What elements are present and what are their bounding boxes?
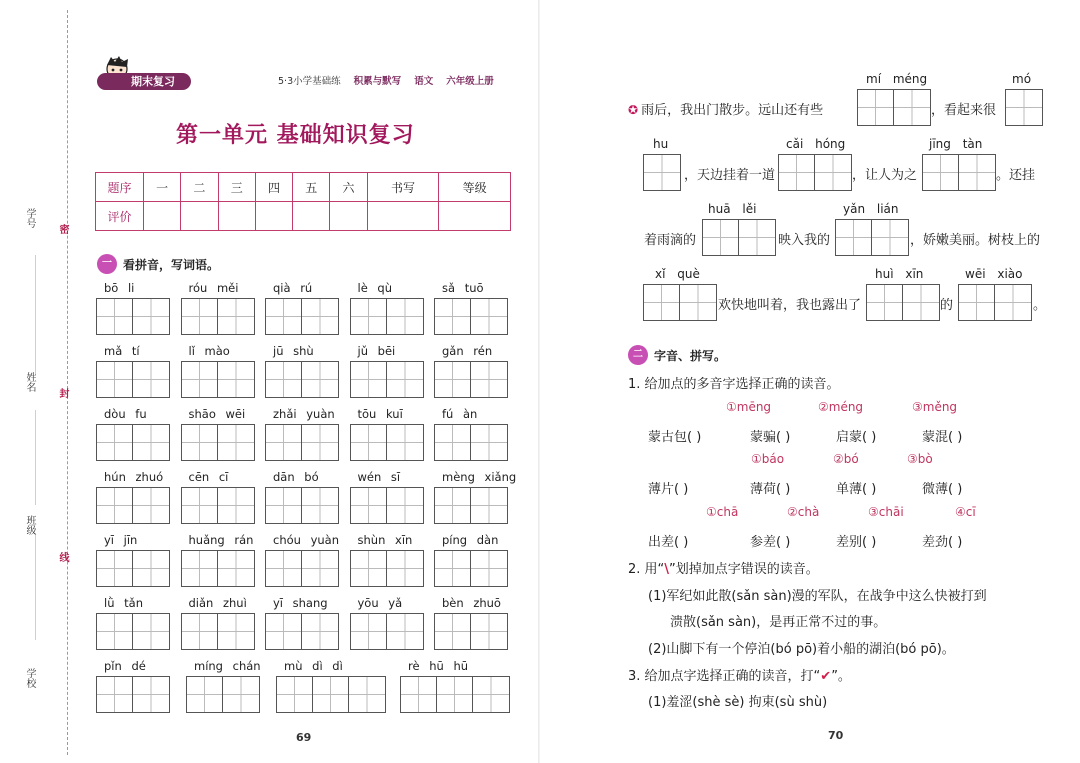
eval-cell[interactable] [144, 202, 181, 231]
pinyin-label: chóu yuàn [273, 533, 340, 547]
answer-boxes[interactable] [922, 154, 996, 191]
answer-boxes[interactable] [265, 424, 339, 461]
pinyin-word [96, 656, 168, 719]
passage-fragment: ，娇嫩美丽。树枝上的 [910, 233, 1041, 248]
writing-box[interactable] [218, 362, 254, 397]
writing-box[interactable] [302, 425, 338, 460]
pinyin-word [181, 467, 253, 530]
writing-box[interactable] [218, 614, 254, 649]
pinyin-label: dān bó [273, 470, 319, 484]
pinyin-label: sǎ tuō [442, 281, 484, 295]
q3-text: 3. 给加点字选择正确的读音，打“ [628, 669, 821, 684]
answer-boxes[interactable] [857, 89, 931, 126]
pinyin-label: yǎn lián [843, 202, 899, 216]
pinyin-label: jǔ bēi [357, 344, 396, 358]
pinyin-label: shāo wēi [188, 407, 246, 421]
binding-rule [35, 535, 36, 640]
eval-cell[interactable] [293, 202, 330, 231]
writing-box[interactable] [473, 677, 509, 712]
answer-boxes[interactable] [958, 284, 1032, 321]
writing-box[interactable] [387, 614, 423, 649]
pinyin-label: huǎng rán [188, 533, 254, 547]
pinyin-label: lǐ mào [188, 344, 230, 358]
writing-box[interactable] [471, 488, 507, 523]
answer-boxes[interactable] [181, 613, 255, 650]
page-number-left: 69 [296, 731, 312, 744]
pinyin-word [434, 404, 506, 467]
pinyin-label: bèn zhuō [442, 596, 501, 610]
writing-box[interactable] [97, 677, 133, 712]
blank-item[interactable]: 薄荷( ) [750, 482, 791, 497]
writing-box[interactable] [387, 488, 423, 523]
eval-cell[interactable] [255, 202, 292, 231]
star-icon: ✪ [628, 103, 639, 117]
writing-box[interactable] [218, 425, 254, 460]
pinyin-label: lǜ tǎn [104, 596, 143, 610]
answer-boxes[interactable] [181, 487, 255, 524]
writing-box[interactable] [435, 362, 471, 397]
answer-boxes[interactable] [265, 298, 339, 335]
option: ②méng [818, 400, 864, 414]
passage-fragment: ，让人为之 [852, 168, 918, 183]
writing-box[interactable] [387, 362, 423, 397]
pinyin-label: gǎn rén [442, 344, 493, 358]
grade-name: 六年级上册 [446, 76, 494, 87]
writing-box[interactable] [182, 551, 218, 586]
writing-box[interactable] [302, 551, 338, 586]
pinyin-row [96, 656, 506, 719]
writing-box[interactable] [218, 551, 254, 586]
pinyin-row [96, 341, 506, 404]
pinyin-grid [96, 278, 517, 719]
pinyin-label: pǐn dé [104, 659, 146, 673]
pinyin-word [181, 404, 253, 467]
answer-boxes[interactable] [702, 219, 776, 256]
score-eval-row [96, 202, 511, 231]
section-1-heading [97, 254, 219, 274]
header-info [278, 73, 494, 87]
score-row-label: 题序 [96, 173, 144, 202]
writing-box[interactable] [351, 614, 387, 649]
blank-item[interactable]: 薄片( ) [648, 482, 689, 497]
answer-boxes[interactable] [350, 298, 424, 335]
section-2-heading [628, 345, 726, 365]
writing-box[interactable] [187, 677, 223, 712]
pinyin-row [96, 404, 506, 467]
pinyin-label: hún zhuó [104, 470, 164, 484]
score-col: 等级 [439, 173, 511, 202]
writing-box[interactable] [97, 362, 133, 397]
blank-item[interactable]: 单薄( ) [836, 482, 877, 497]
writing-box[interactable] [349, 677, 385, 712]
eval-cell[interactable] [367, 202, 439, 231]
writing-box[interactable] [302, 299, 338, 334]
pinyin-label: tōu kuī [357, 407, 403, 421]
pinyin-label: shùn xīn [357, 533, 413, 547]
option: ①báo [751, 452, 785, 466]
blank-item[interactable]: 出差( ) [648, 535, 689, 550]
pinyin-word [181, 593, 253, 656]
pinyin-label: huì xīn [875, 267, 924, 281]
score-col: 三 [218, 173, 255, 202]
blank-item[interactable]: 蒙混( ) [922, 430, 963, 445]
writing-box[interactable] [133, 488, 169, 523]
writing-box[interactable] [97, 425, 133, 460]
option: ③bò [907, 452, 933, 466]
score-col: 五 [293, 173, 330, 202]
option: ③měng [912, 400, 958, 414]
answer-boxes[interactable] [96, 487, 170, 524]
section-number-icon: 一 [97, 254, 117, 274]
passage-fragment: 欢快地叫着，我也露出了 [718, 298, 862, 313]
answer-boxes[interactable] [96, 613, 170, 650]
answer-boxes[interactable] [265, 487, 339, 524]
writing-box[interactable] [471, 362, 507, 397]
score-col: 一 [144, 173, 181, 202]
page-title: 第一单元 基础知识复习 [176, 123, 415, 148]
writing-box[interactable] [277, 677, 313, 712]
answer-boxes[interactable] [434, 424, 508, 461]
writing-box[interactable] [351, 488, 387, 523]
answer-boxes[interactable] [265, 613, 339, 650]
section-2-title: 字音、拼写。 [654, 348, 727, 363]
answer-boxes[interactable] [181, 361, 255, 398]
pinyin-word [350, 341, 422, 404]
pinyin-label: jū shù [273, 344, 314, 358]
q3-text: ”。 [831, 669, 851, 684]
pinyin-word [350, 404, 422, 467]
passage-fragment: ，看起来很 [931, 103, 997, 118]
passage-fragment: 。 [1033, 298, 1047, 313]
pinyin-label: cǎi hóng [786, 137, 846, 151]
answer-boxes[interactable] [643, 284, 717, 321]
pinyin-word [276, 656, 382, 719]
pinyin-label: qià rú [273, 281, 313, 295]
writing-box[interactable] [97, 299, 133, 334]
pinyin-label: xǐ què [655, 267, 700, 281]
pinyin-label: bō li [104, 281, 135, 295]
answer-boxes[interactable] [96, 361, 170, 398]
pinyin-label: yī jīn [104, 533, 138, 547]
name-label: 姓名 [24, 372, 35, 392]
answer-boxes[interactable] [265, 361, 339, 398]
answer-boxes[interactable] [350, 424, 424, 461]
answer-boxes[interactable] [265, 550, 339, 587]
writing-box[interactable] [266, 614, 302, 649]
book-name: 积累与默写 [353, 76, 402, 87]
pinyin-label: mèng xiǎng [442, 470, 517, 484]
pinyin-word [181, 278, 253, 341]
score-col: 四 [255, 173, 292, 202]
pinyin-label: zhǎi yuàn [273, 407, 335, 421]
pinyin-label: diǎn zhuì [188, 596, 247, 610]
pinyin-label: píng dàn [442, 533, 499, 547]
answer-boxes[interactable] [350, 613, 424, 650]
passage-fragment: 映入我的 [778, 233, 831, 248]
pinyin-label: yī shang [273, 596, 328, 610]
binding-dashed-line [67, 10, 68, 755]
q2-text: ”划掉加点字错误的读音。 [669, 562, 819, 577]
writing-box[interactable] [471, 614, 507, 649]
writing-box[interactable] [133, 614, 169, 649]
score-col: 书写 [367, 173, 439, 202]
question-1: 1. 给加点的多音字选择正确的读音。 [628, 377, 840, 392]
writing-box[interactable] [182, 425, 218, 460]
writing-box[interactable] [182, 614, 218, 649]
subject-name: 语文 [414, 76, 434, 87]
pinyin-word [400, 656, 506, 719]
answer-boxes[interactable] [186, 676, 260, 713]
answer-boxes[interactable] [350, 550, 424, 587]
pinyin-word [96, 467, 168, 530]
answer-boxes[interactable] [96, 424, 170, 461]
pinyin-label: mù dì dì [284, 659, 343, 673]
pinyin-word [350, 593, 422, 656]
pinyin-row [96, 593, 506, 656]
writing-box[interactable] [351, 551, 387, 586]
pinyin-label: wēi xiào [965, 267, 1023, 281]
eval-row-label: 评价 [96, 202, 144, 231]
writing-box[interactable] [435, 425, 471, 460]
score-col: 二 [181, 173, 218, 202]
writing-box[interactable] [97, 614, 133, 649]
writing-box[interactable] [266, 425, 302, 460]
score-col: 六 [330, 173, 367, 202]
answer-boxes[interactable] [434, 298, 508, 335]
answer-boxes[interactable] [835, 219, 909, 256]
pinyin-label: fú àn [442, 407, 478, 421]
option: ②bó [833, 452, 859, 466]
writing-box[interactable] [302, 488, 338, 523]
writing-box[interactable] [266, 551, 302, 586]
writing-box[interactable] [133, 677, 169, 712]
pinyin-word [96, 593, 168, 656]
cut-mark-seal: 密 [57, 224, 68, 234]
writing-box[interactable] [435, 488, 471, 523]
pinyin-word [186, 656, 261, 719]
blank-item[interactable]: 蒙骗( ) [750, 430, 791, 445]
blank-item[interactable]: 启蒙( ) [836, 430, 877, 445]
pinyin-word [96, 404, 168, 467]
option: ④cī [955, 505, 976, 519]
writing-box[interactable] [471, 551, 507, 586]
answer-boxes[interactable] [400, 676, 510, 713]
passage-fragment: 的 [940, 298, 954, 313]
writing-box[interactable] [182, 488, 218, 523]
answer-boxes[interactable] [96, 676, 170, 713]
pinyin-word [350, 530, 422, 593]
writing-box[interactable] [351, 299, 387, 334]
pinyin-word [434, 341, 506, 404]
q2-item-2: (2)山脚下有一个停泊(bó pō)着小船的湖泊(bó pō)。 [648, 642, 955, 657]
pinyin-label: rè hū hū [408, 659, 469, 673]
score-table [95, 172, 511, 231]
passage-fragment: 。还挂 [996, 168, 1036, 183]
pinyin-row [96, 467, 517, 530]
blank-item[interactable]: 差别( ) [836, 535, 877, 550]
section-1-title: 看拼音，写词语。 [123, 257, 220, 272]
writing-box[interactable] [313, 677, 349, 712]
answer-boxes[interactable] [866, 284, 940, 321]
writing-box[interactable] [133, 425, 169, 460]
pinyin-word [265, 341, 337, 404]
writing-box[interactable] [133, 299, 169, 334]
pinyin-label: huā lěi [708, 202, 757, 216]
eval-cell[interactable] [439, 202, 511, 231]
option: ①chā [706, 505, 739, 519]
pinyin-label: hu [653, 137, 669, 151]
review-badge: 期末复习 [97, 73, 191, 90]
writing-box[interactable] [351, 362, 387, 397]
pinyin-word [181, 530, 253, 593]
pinyin-row [96, 278, 506, 341]
blank-item[interactable]: 差劲( ) [922, 535, 963, 550]
writing-box[interactable] [387, 299, 423, 334]
answer-boxes[interactable] [1005, 89, 1043, 126]
pinyin-word [265, 467, 337, 530]
pinyin-label: mí méng [866, 72, 928, 86]
answer-boxes[interactable] [643, 154, 681, 191]
passage-fragment: 雨后，我出门散步。远山还有些 [641, 103, 824, 118]
pinyin-word [265, 404, 337, 467]
pinyin-label: wén sī [357, 470, 401, 484]
writing-box[interactable] [437, 677, 473, 712]
answer-boxes[interactable] [276, 676, 386, 713]
eval-cell[interactable] [330, 202, 367, 231]
question-2 [628, 558, 819, 577]
answer-boxes[interactable] [778, 154, 852, 191]
answer-boxes[interactable] [434, 613, 508, 650]
option: ③chāi [868, 505, 904, 519]
writing-box[interactable] [471, 299, 507, 334]
pinyin-row [96, 530, 506, 593]
writing-box[interactable] [97, 488, 133, 523]
pinyin-label: cēn cī [188, 470, 229, 484]
blank-item[interactable]: 蒙古包( ) [648, 430, 702, 445]
answer-boxes[interactable] [181, 298, 255, 335]
passage-fragment: 着雨滴的 [644, 233, 697, 248]
option: ①mēng [726, 400, 772, 414]
pinyin-word [350, 467, 422, 530]
score-header-row [96, 173, 511, 202]
answer-boxes[interactable] [350, 361, 424, 398]
answer-boxes[interactable] [350, 487, 424, 524]
pinyin-label: míng chán [194, 659, 261, 673]
writing-box[interactable] [471, 425, 507, 460]
pinyin-label: mó [1012, 72, 1032, 86]
blank-item[interactable]: 微薄( ) [922, 482, 963, 497]
eval-cell[interactable] [181, 202, 218, 231]
writing-box[interactable] [97, 551, 133, 586]
writing-box[interactable] [401, 677, 437, 712]
writing-box[interactable] [266, 488, 302, 523]
answer-boxes[interactable] [434, 487, 508, 524]
pinyin-word [434, 593, 506, 656]
student-id-label: 学号 [24, 208, 35, 228]
pinyin-word [434, 467, 517, 530]
writing-box[interactable] [266, 299, 302, 334]
question-3 [628, 665, 851, 684]
answer-boxes[interactable] [181, 550, 255, 587]
writing-box[interactable] [435, 299, 471, 334]
blank-item[interactable]: 参差( ) [750, 535, 791, 550]
writing-box[interactable] [182, 362, 218, 397]
pinyin-word [265, 593, 337, 656]
writing-box[interactable] [133, 362, 169, 397]
writing-box[interactable] [435, 614, 471, 649]
checkmark-icon: ✔ [820, 669, 832, 684]
writing-box[interactable] [387, 425, 423, 460]
writing-box[interactable] [218, 299, 254, 334]
answer-boxes[interactable] [181, 424, 255, 461]
binding-rule [35, 410, 36, 505]
section-number-icon: 二 [628, 345, 648, 365]
pinyin-label: róu měi [188, 281, 239, 295]
passage-fragment: ，天边挂着一道 [684, 168, 776, 183]
cut-mark-line: 线 [57, 552, 68, 562]
binding-rule [35, 255, 36, 375]
pinyin-label: dòu fu [104, 407, 147, 421]
writing-box[interactable] [302, 614, 338, 649]
q3-item-1: (1)羞涩(shè sè) 拘束(sù shù) [648, 695, 828, 710]
writing-box[interactable] [351, 425, 387, 460]
writing-box[interactable] [182, 299, 218, 334]
writing-box[interactable] [266, 362, 302, 397]
slash-icon: \ [664, 562, 670, 577]
option: ②chà [787, 505, 820, 519]
writing-box[interactable] [218, 488, 254, 523]
pinyin-word [181, 341, 253, 404]
passage-text [628, 99, 823, 118]
page-number-right: 70 [828, 729, 844, 742]
school-label: 学校 [24, 668, 35, 688]
pinyin-label: yōu yǎ [357, 596, 403, 610]
writing-box[interactable] [435, 551, 471, 586]
pinyin-word [96, 278, 168, 341]
pinyin-word [434, 278, 506, 341]
series-name: 5·3小学基础练 [278, 76, 341, 87]
answer-boxes[interactable] [434, 550, 508, 587]
pinyin-label: lè qù [357, 281, 393, 295]
writing-box[interactable] [387, 551, 423, 586]
answer-boxes[interactable] [434, 361, 508, 398]
pinyin-word [265, 278, 337, 341]
class-label: 班级 [24, 515, 35, 535]
eval-cell[interactable] [218, 202, 255, 231]
pinyin-word [96, 341, 168, 404]
answer-boxes[interactable] [96, 298, 170, 335]
q2-item-1: (1)军纪如此散(sǎn sàn)漫的军队，在战争中这么快被打到 [648, 589, 987, 604]
q2-item-1-cont: 溃散(sǎn sàn)，是再正常不过的事。 [670, 615, 887, 630]
pinyin-word [265, 530, 340, 593]
pinyin-word [434, 530, 506, 593]
q2-text: 2. 用“ [628, 562, 665, 577]
answer-boxes[interactable] [96, 550, 170, 587]
writing-box[interactable] [302, 362, 338, 397]
pinyin-word [96, 530, 168, 593]
cut-mark-close: 封 [57, 388, 68, 398]
writing-box[interactable] [223, 677, 259, 712]
writing-box[interactable] [133, 551, 169, 586]
pinyin-label: mǎ tí [104, 344, 140, 358]
pinyin-label: jīng tàn [929, 137, 983, 151]
pinyin-word [350, 278, 422, 341]
